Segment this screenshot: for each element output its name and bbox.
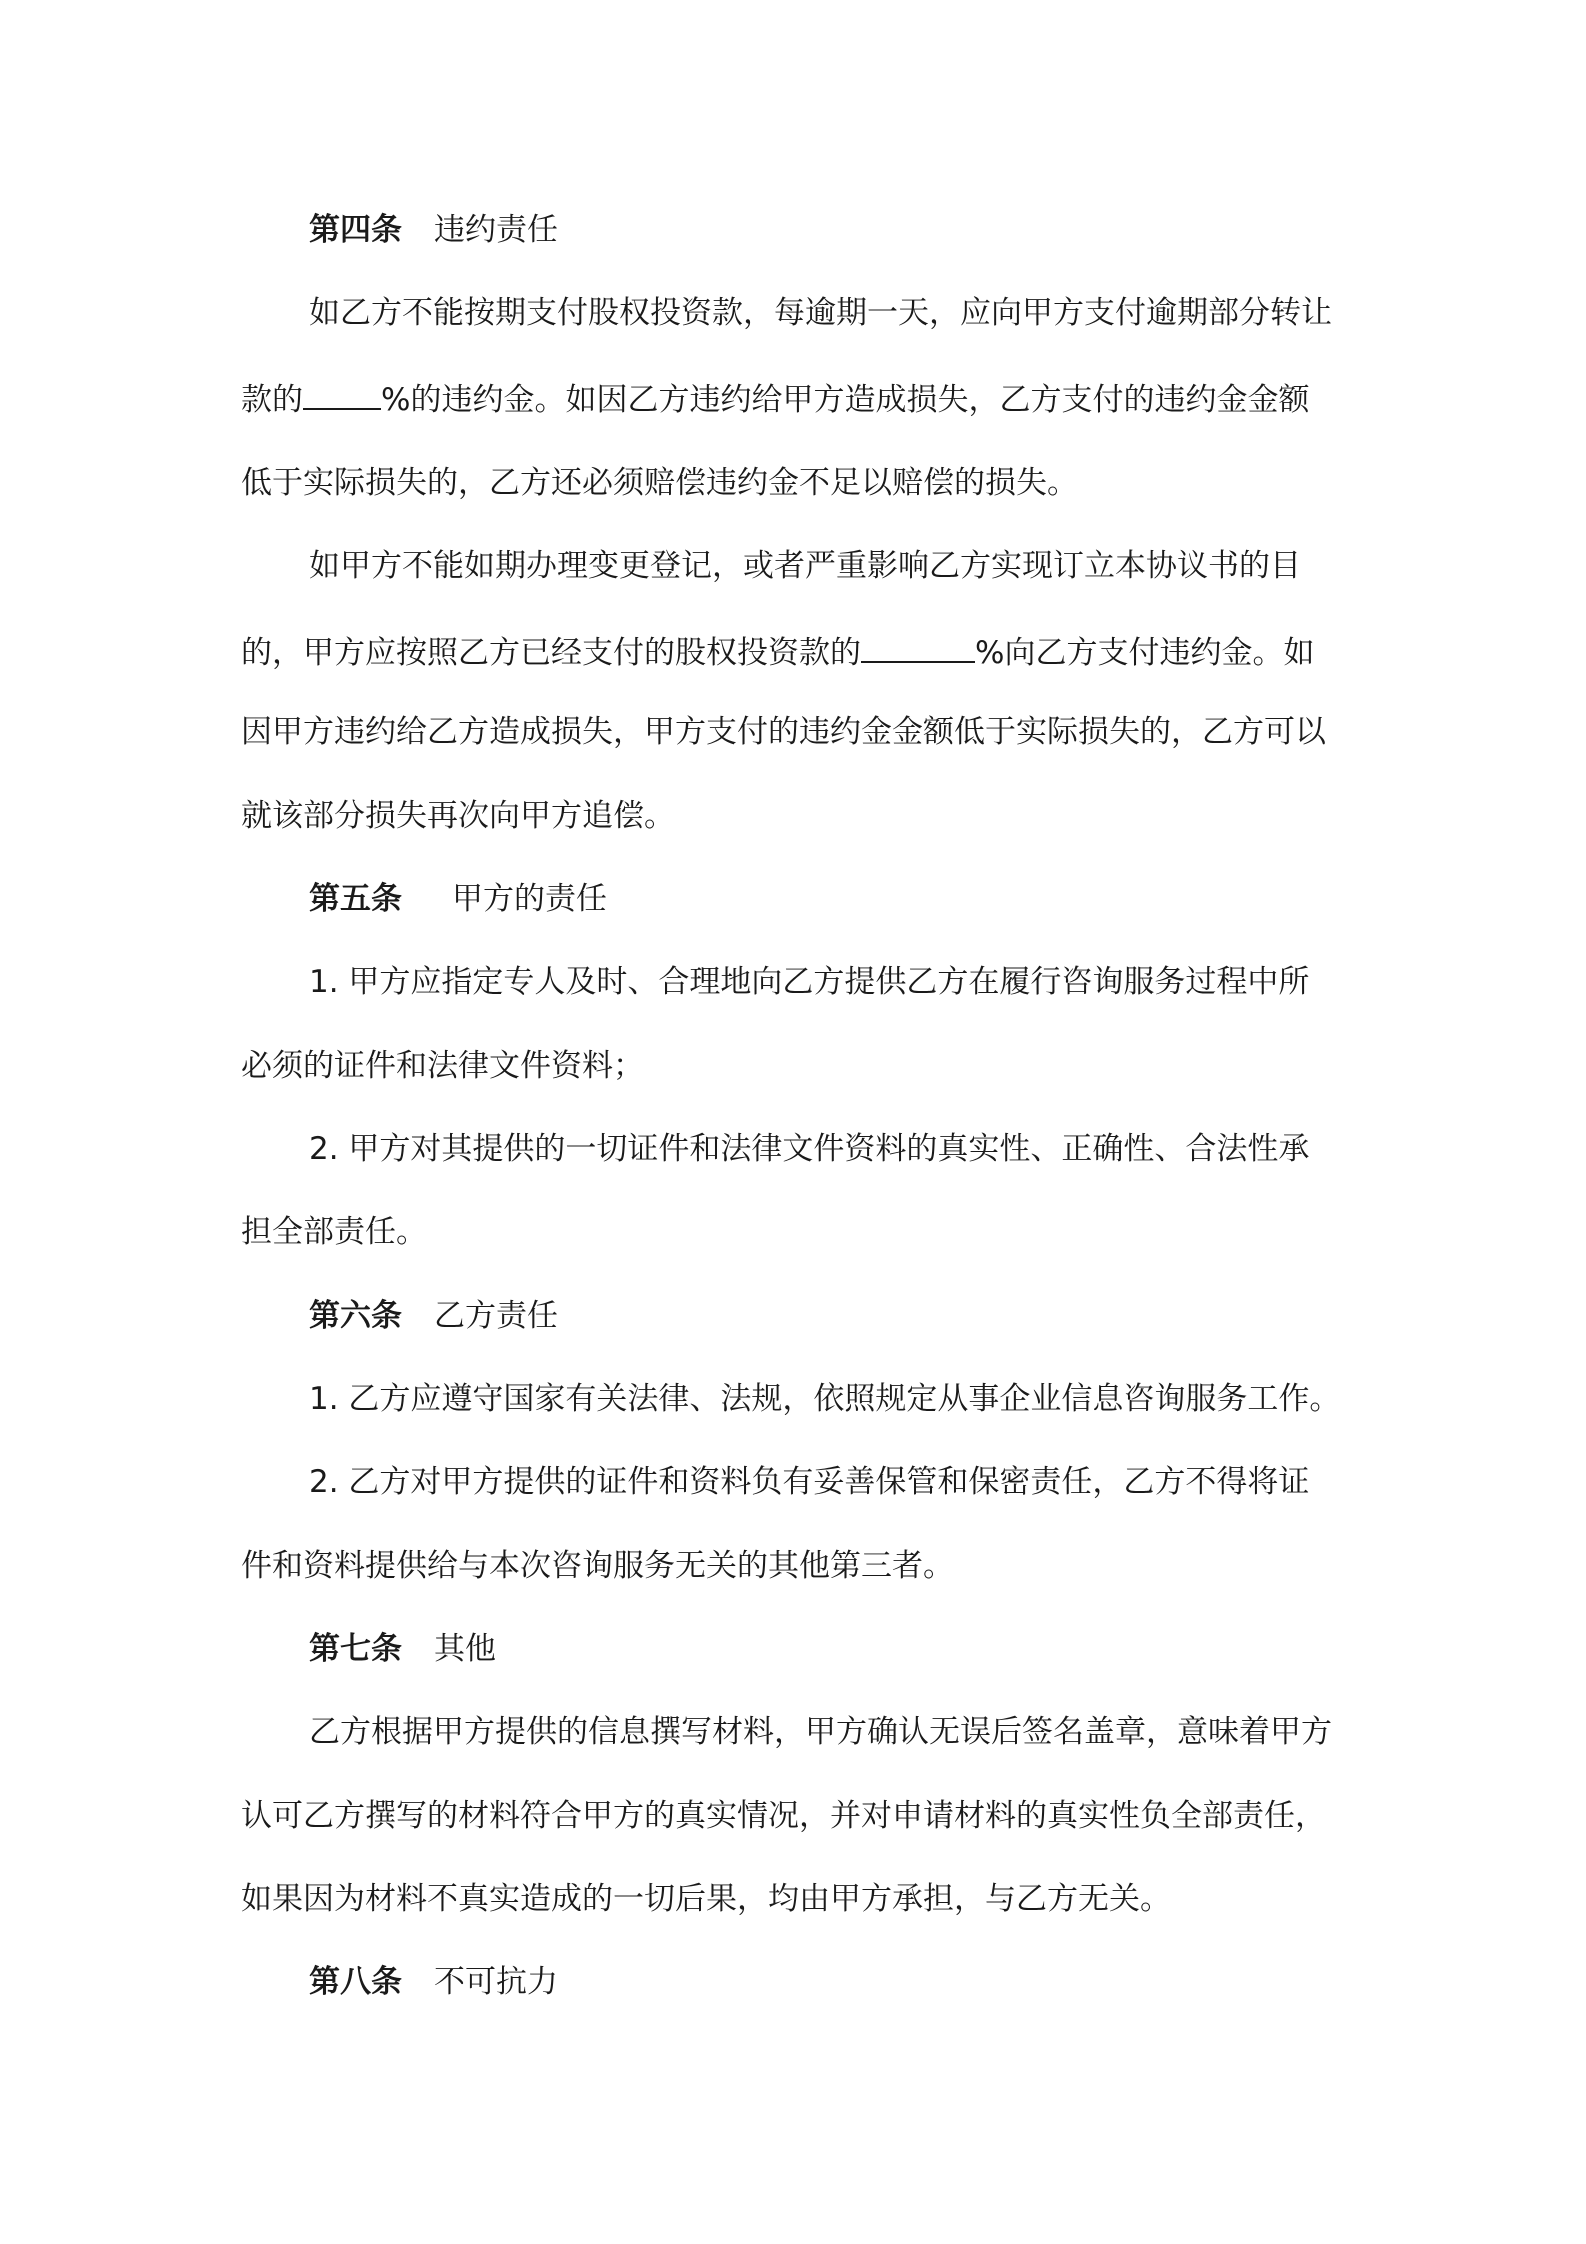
- article-6-heading: [309, 1296, 558, 1336]
- line-text-before-blank: 款的: [241, 382, 303, 418]
- article-4-para-2-line-3: 因甲方违约给乙方造成损失，甲方支付的违约金金额低于实际损失的，乙方可以: [241, 714, 1326, 750]
- article-7-number: 第七条: [309, 1631, 402, 1667]
- line-text-before-blank: 的，甲方应按照乙方已经支付的股权投资款的: [241, 635, 861, 671]
- article-5-item-2-line-2: 担全部责任。: [241, 1214, 427, 1250]
- article-6-number: 第六条: [309, 1298, 402, 1334]
- article-8-number: 第八条: [309, 1964, 402, 2000]
- article-8-title: 不可抗力: [434, 1964, 558, 2000]
- article-5-item-2-line-1: 2. 甲方对其提供的一切证件和法律文件资料的真实性、正确性、合法性承: [309, 1131, 1310, 1167]
- article-6-title: 乙方责任: [434, 1298, 558, 1334]
- article-4-para-1-line-1: 如乙方不能按期支付股权投资款，每逾期一天，应向甲方支付逾期部分转让: [309, 295, 1332, 331]
- line-text-after-blank: %的违约金。如因乙方违约给甲方造成损失，乙方支付的违约金金额: [381, 382, 1310, 418]
- article-4-para-1-line-3: 低于实际损失的，乙方还必须赔偿违约金不足以赔偿的损失。: [241, 465, 1078, 501]
- article-7-heading: [309, 1629, 496, 1669]
- article-7-para-1-line-1: 乙方根据甲方提供的信息撰写材料，甲方确认无误后签名盖章，意味着甲方: [309, 1714, 1332, 1750]
- article-4-para-2-line-1: 如甲方不能如期办理变更登记，或者严重影响乙方实现订立本协议书的目: [309, 548, 1301, 584]
- article-5-number: 第五条: [309, 881, 402, 917]
- article-4-number: 第四条: [309, 212, 402, 248]
- fill-in-blank-percentage[interactable]: [861, 633, 975, 663]
- article-4-para-1-line-2: [241, 380, 1309, 420]
- article-7-title: 其他: [434, 1631, 496, 1667]
- article-5-item-1-line-2: 必须的证件和法律文件资料；: [241, 1048, 644, 1084]
- article-5-heading: [309, 879, 607, 919]
- article-8-heading: [309, 1962, 558, 2002]
- article-6-item-2-line-1: 2. 乙方对甲方提供的证件和资料负有妥善保管和保密责任，乙方不得将证: [309, 1464, 1310, 1500]
- article-4-para-2-line-4: 就该部分损失再次向甲方追偿。: [241, 798, 675, 834]
- article-4-title: 违约责任: [434, 212, 558, 248]
- article-7-para-1-line-2: 认可乙方撰写的材料符合甲方的真实情况，并对申请材料的真实性负全部责任，: [241, 1798, 1326, 1834]
- article-4-para-2-line-2: [241, 633, 1314, 673]
- fill-in-blank-percentage[interactable]: [303, 380, 381, 410]
- article-6-item-1-line-1: 1. 乙方应遵守国家有关法律、法规，依照规定从事企业信息咨询服务工作。: [309, 1381, 1341, 1417]
- article-7-para-1-line-3: 如果因为材料不真实造成的一切后果，均由甲方承担，与乙方无关。: [241, 1881, 1171, 1917]
- article-5-item-1-line-1: 1. 甲方应指定专人及时、合理地向乙方提供乙方在履行咨询服务过程中所: [309, 964, 1310, 1000]
- article-4-heading: [309, 210, 558, 250]
- article-6-item-2-line-2: 件和资料提供给与本次咨询服务无关的其他第三者。: [241, 1548, 954, 1584]
- article-5-title: 甲方的责任: [452, 881, 607, 917]
- line-text-after-blank: %向乙方支付违约金。如: [975, 635, 1315, 671]
